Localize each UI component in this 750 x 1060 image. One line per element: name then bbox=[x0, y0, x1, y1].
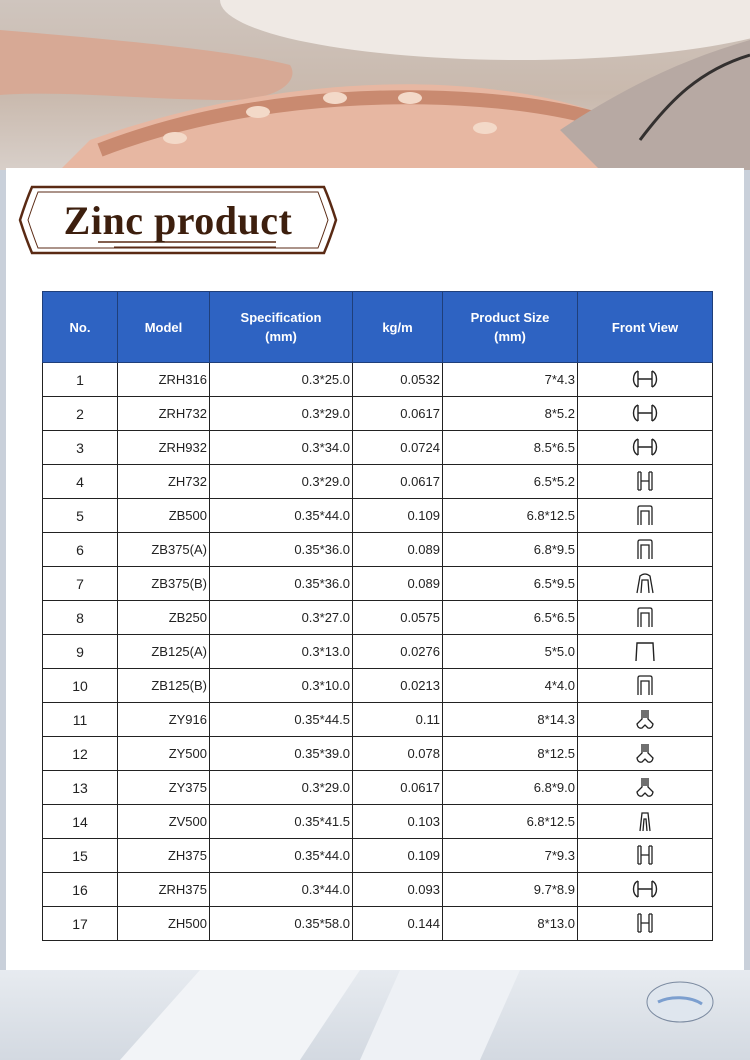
model-cell: ZRH932 bbox=[118, 431, 210, 465]
front-view-cell bbox=[578, 533, 713, 567]
open-channel-profile-icon bbox=[578, 639, 712, 664]
specification-cell: 0.35*44.0 bbox=[210, 839, 353, 873]
y-profile-icon bbox=[578, 707, 712, 732]
model-cell: ZH732 bbox=[118, 465, 210, 499]
specification-cell: 0.3*10.0 bbox=[210, 669, 353, 703]
front-view-cell bbox=[578, 397, 713, 431]
model-cell: ZH500 bbox=[118, 907, 210, 941]
model-cell: ZRH316 bbox=[118, 363, 210, 397]
h-profile-icon bbox=[578, 911, 712, 936]
table-row bbox=[43, 533, 713, 567]
specification-cell: 0.35*41.5 bbox=[210, 805, 353, 839]
front-view-cell bbox=[578, 703, 713, 737]
row-number: 15 bbox=[43, 839, 118, 873]
row-number: 7 bbox=[43, 567, 118, 601]
a-channel-profile-icon bbox=[578, 571, 712, 596]
model-cell: ZV500 bbox=[118, 805, 210, 839]
product-size-cell: 7*9.3 bbox=[443, 839, 578, 873]
model-cell: ZY375 bbox=[118, 771, 210, 805]
model-cell: ZB125(B) bbox=[118, 669, 210, 703]
product-size-cell: 5*5.0 bbox=[443, 635, 578, 669]
front-view-cell bbox=[578, 669, 713, 703]
kgm-cell: 0.0617 bbox=[353, 397, 443, 431]
table-header-row bbox=[43, 292, 713, 363]
table-row bbox=[43, 669, 713, 703]
front-view-cell bbox=[578, 771, 713, 805]
header-product-size: Product Size (mm) bbox=[443, 292, 578, 363]
front-view-cell bbox=[578, 873, 713, 907]
product-table bbox=[42, 291, 713, 941]
kgm-cell: 0.089 bbox=[353, 567, 443, 601]
row-number: 17 bbox=[43, 907, 118, 941]
table-row bbox=[43, 601, 713, 635]
header-kgm: kg/m bbox=[353, 292, 443, 363]
row-number: 8 bbox=[43, 601, 118, 635]
header-model: Model bbox=[118, 292, 210, 363]
product-size-cell: 9.7*8.9 bbox=[443, 873, 578, 907]
table-row bbox=[43, 703, 713, 737]
table-row bbox=[43, 363, 713, 397]
model-cell: ZB250 bbox=[118, 601, 210, 635]
kgm-cell: 0.093 bbox=[353, 873, 443, 907]
front-view-cell bbox=[578, 567, 713, 601]
row-number: 9 bbox=[43, 635, 118, 669]
page-title: Zinc product bbox=[63, 197, 293, 243]
row-number: 2 bbox=[43, 397, 118, 431]
kgm-cell: 0.0724 bbox=[353, 431, 443, 465]
row-number: 4 bbox=[43, 465, 118, 499]
kgm-cell: 0.109 bbox=[353, 499, 443, 533]
table-row bbox=[43, 771, 713, 805]
model-cell: ZB500 bbox=[118, 499, 210, 533]
front-view-cell bbox=[578, 737, 713, 771]
kgm-cell: 0.0575 bbox=[353, 601, 443, 635]
row-number: 12 bbox=[43, 737, 118, 771]
model-cell: ZRH375 bbox=[118, 873, 210, 907]
right-border bbox=[744, 170, 750, 970]
u-channel-profile-icon bbox=[578, 537, 712, 562]
model-cell: ZY916 bbox=[118, 703, 210, 737]
product-size-cell: 6.8*9.5 bbox=[443, 533, 578, 567]
specification-cell: 0.3*29.0 bbox=[210, 465, 353, 499]
table-row bbox=[43, 499, 713, 533]
product-size-cell: 6.8*12.5 bbox=[443, 805, 578, 839]
specification-cell: 0.3*29.0 bbox=[210, 771, 353, 805]
row-number: 3 bbox=[43, 431, 118, 465]
header-specification: Specification (mm) bbox=[210, 292, 353, 363]
y-profile-icon bbox=[578, 741, 712, 766]
product-size-cell: 8*14.3 bbox=[443, 703, 578, 737]
h-profile-icon bbox=[578, 469, 712, 494]
hands-photo-background bbox=[0, 0, 750, 170]
table-row bbox=[43, 635, 713, 669]
bottom-photo-background bbox=[0, 970, 750, 1060]
kgm-cell: 0.0617 bbox=[353, 771, 443, 805]
specification-cell: 0.3*44.0 bbox=[210, 873, 353, 907]
table-row bbox=[43, 397, 713, 431]
header-front-view: Front View bbox=[578, 292, 713, 363]
hands-photo-illustration bbox=[0, 0, 750, 170]
model-cell: ZB375(A) bbox=[118, 533, 210, 567]
kgm-cell: 0.0617 bbox=[353, 465, 443, 499]
specification-cell: 0.35*44.5 bbox=[210, 703, 353, 737]
specification-cell: 0.35*44.0 bbox=[210, 499, 353, 533]
specification-cell: 0.35*39.0 bbox=[210, 737, 353, 771]
specification-cell: 0.35*58.0 bbox=[210, 907, 353, 941]
rounded-h-profile-icon bbox=[578, 435, 712, 460]
product-size-cell: 8.5*6.5 bbox=[443, 431, 578, 465]
product-size-cell: 6.5*6.5 bbox=[443, 601, 578, 635]
model-cell: ZB125(A) bbox=[118, 635, 210, 669]
rounded-h-profile-icon bbox=[578, 367, 712, 392]
specification-cell: 0.3*25.0 bbox=[210, 363, 353, 397]
kgm-cell: 0.0532 bbox=[353, 363, 443, 397]
specification-cell: 0.3*27.0 bbox=[210, 601, 353, 635]
kgm-cell: 0.0213 bbox=[353, 669, 443, 703]
product-size-cell: 6.8*12.5 bbox=[443, 499, 578, 533]
product-size-cell: 7*4.3 bbox=[443, 363, 578, 397]
model-cell: ZB375(B) bbox=[118, 567, 210, 601]
row-number: 16 bbox=[43, 873, 118, 907]
row-number: 5 bbox=[43, 499, 118, 533]
table-row bbox=[43, 873, 713, 907]
specification-cell: 0.35*36.0 bbox=[210, 567, 353, 601]
model-cell: ZY500 bbox=[118, 737, 210, 771]
table-row bbox=[43, 839, 713, 873]
product-size-cell: 4*4.0 bbox=[443, 669, 578, 703]
product-size-cell: 8*13.0 bbox=[443, 907, 578, 941]
front-view-cell bbox=[578, 363, 713, 397]
row-number: 10 bbox=[43, 669, 118, 703]
row-number: 13 bbox=[43, 771, 118, 805]
table-row bbox=[43, 907, 713, 941]
row-number: 11 bbox=[43, 703, 118, 737]
row-number: 14 bbox=[43, 805, 118, 839]
specification-cell: 0.3*13.0 bbox=[210, 635, 353, 669]
front-view-cell bbox=[578, 601, 713, 635]
kgm-cell: 0.144 bbox=[353, 907, 443, 941]
title-banner bbox=[18, 181, 338, 259]
table-row bbox=[43, 567, 713, 601]
table-row bbox=[43, 805, 713, 839]
front-view-cell bbox=[578, 431, 713, 465]
h-profile-icon bbox=[578, 843, 712, 868]
product-size-cell: 8*12.5 bbox=[443, 737, 578, 771]
row-number: 1 bbox=[43, 363, 118, 397]
kgm-cell: 0.103 bbox=[353, 805, 443, 839]
product-size-cell: 6.5*5.2 bbox=[443, 465, 578, 499]
header-no: No. bbox=[43, 292, 118, 363]
row-number: 6 bbox=[43, 533, 118, 567]
table-row bbox=[43, 737, 713, 771]
u-channel-profile-icon bbox=[578, 503, 712, 528]
product-size-cell: 6.8*9.0 bbox=[443, 771, 578, 805]
kgm-cell: 0.078 bbox=[353, 737, 443, 771]
kgm-cell: 0.0276 bbox=[353, 635, 443, 669]
front-view-cell bbox=[578, 465, 713, 499]
table-row bbox=[43, 465, 713, 499]
y-profile-icon bbox=[578, 775, 712, 800]
rounded-h-profile-icon bbox=[578, 401, 712, 426]
u-channel-profile-icon bbox=[578, 673, 712, 698]
front-view-cell bbox=[578, 805, 713, 839]
front-view-cell bbox=[578, 499, 713, 533]
product-size-cell: 6.5*9.5 bbox=[443, 567, 578, 601]
v-profile-icon bbox=[578, 809, 712, 834]
front-view-cell bbox=[578, 839, 713, 873]
bottom-photo-illustration bbox=[0, 970, 750, 1060]
model-cell: ZH375 bbox=[118, 839, 210, 873]
rounded-h-profile-icon bbox=[578, 877, 712, 902]
table-row bbox=[43, 431, 713, 465]
specification-cell: 0.35*36.0 bbox=[210, 533, 353, 567]
specification-cell: 0.3*34.0 bbox=[210, 431, 353, 465]
product-size-cell: 8*5.2 bbox=[443, 397, 578, 431]
kgm-cell: 0.089 bbox=[353, 533, 443, 567]
kgm-cell: 0.11 bbox=[353, 703, 443, 737]
specification-cell: 0.3*29.0 bbox=[210, 397, 353, 431]
front-view-cell bbox=[578, 907, 713, 941]
kgm-cell: 0.109 bbox=[353, 839, 443, 873]
model-cell: ZRH732 bbox=[118, 397, 210, 431]
front-view-cell bbox=[578, 635, 713, 669]
u-channel-profile-icon bbox=[578, 605, 712, 630]
